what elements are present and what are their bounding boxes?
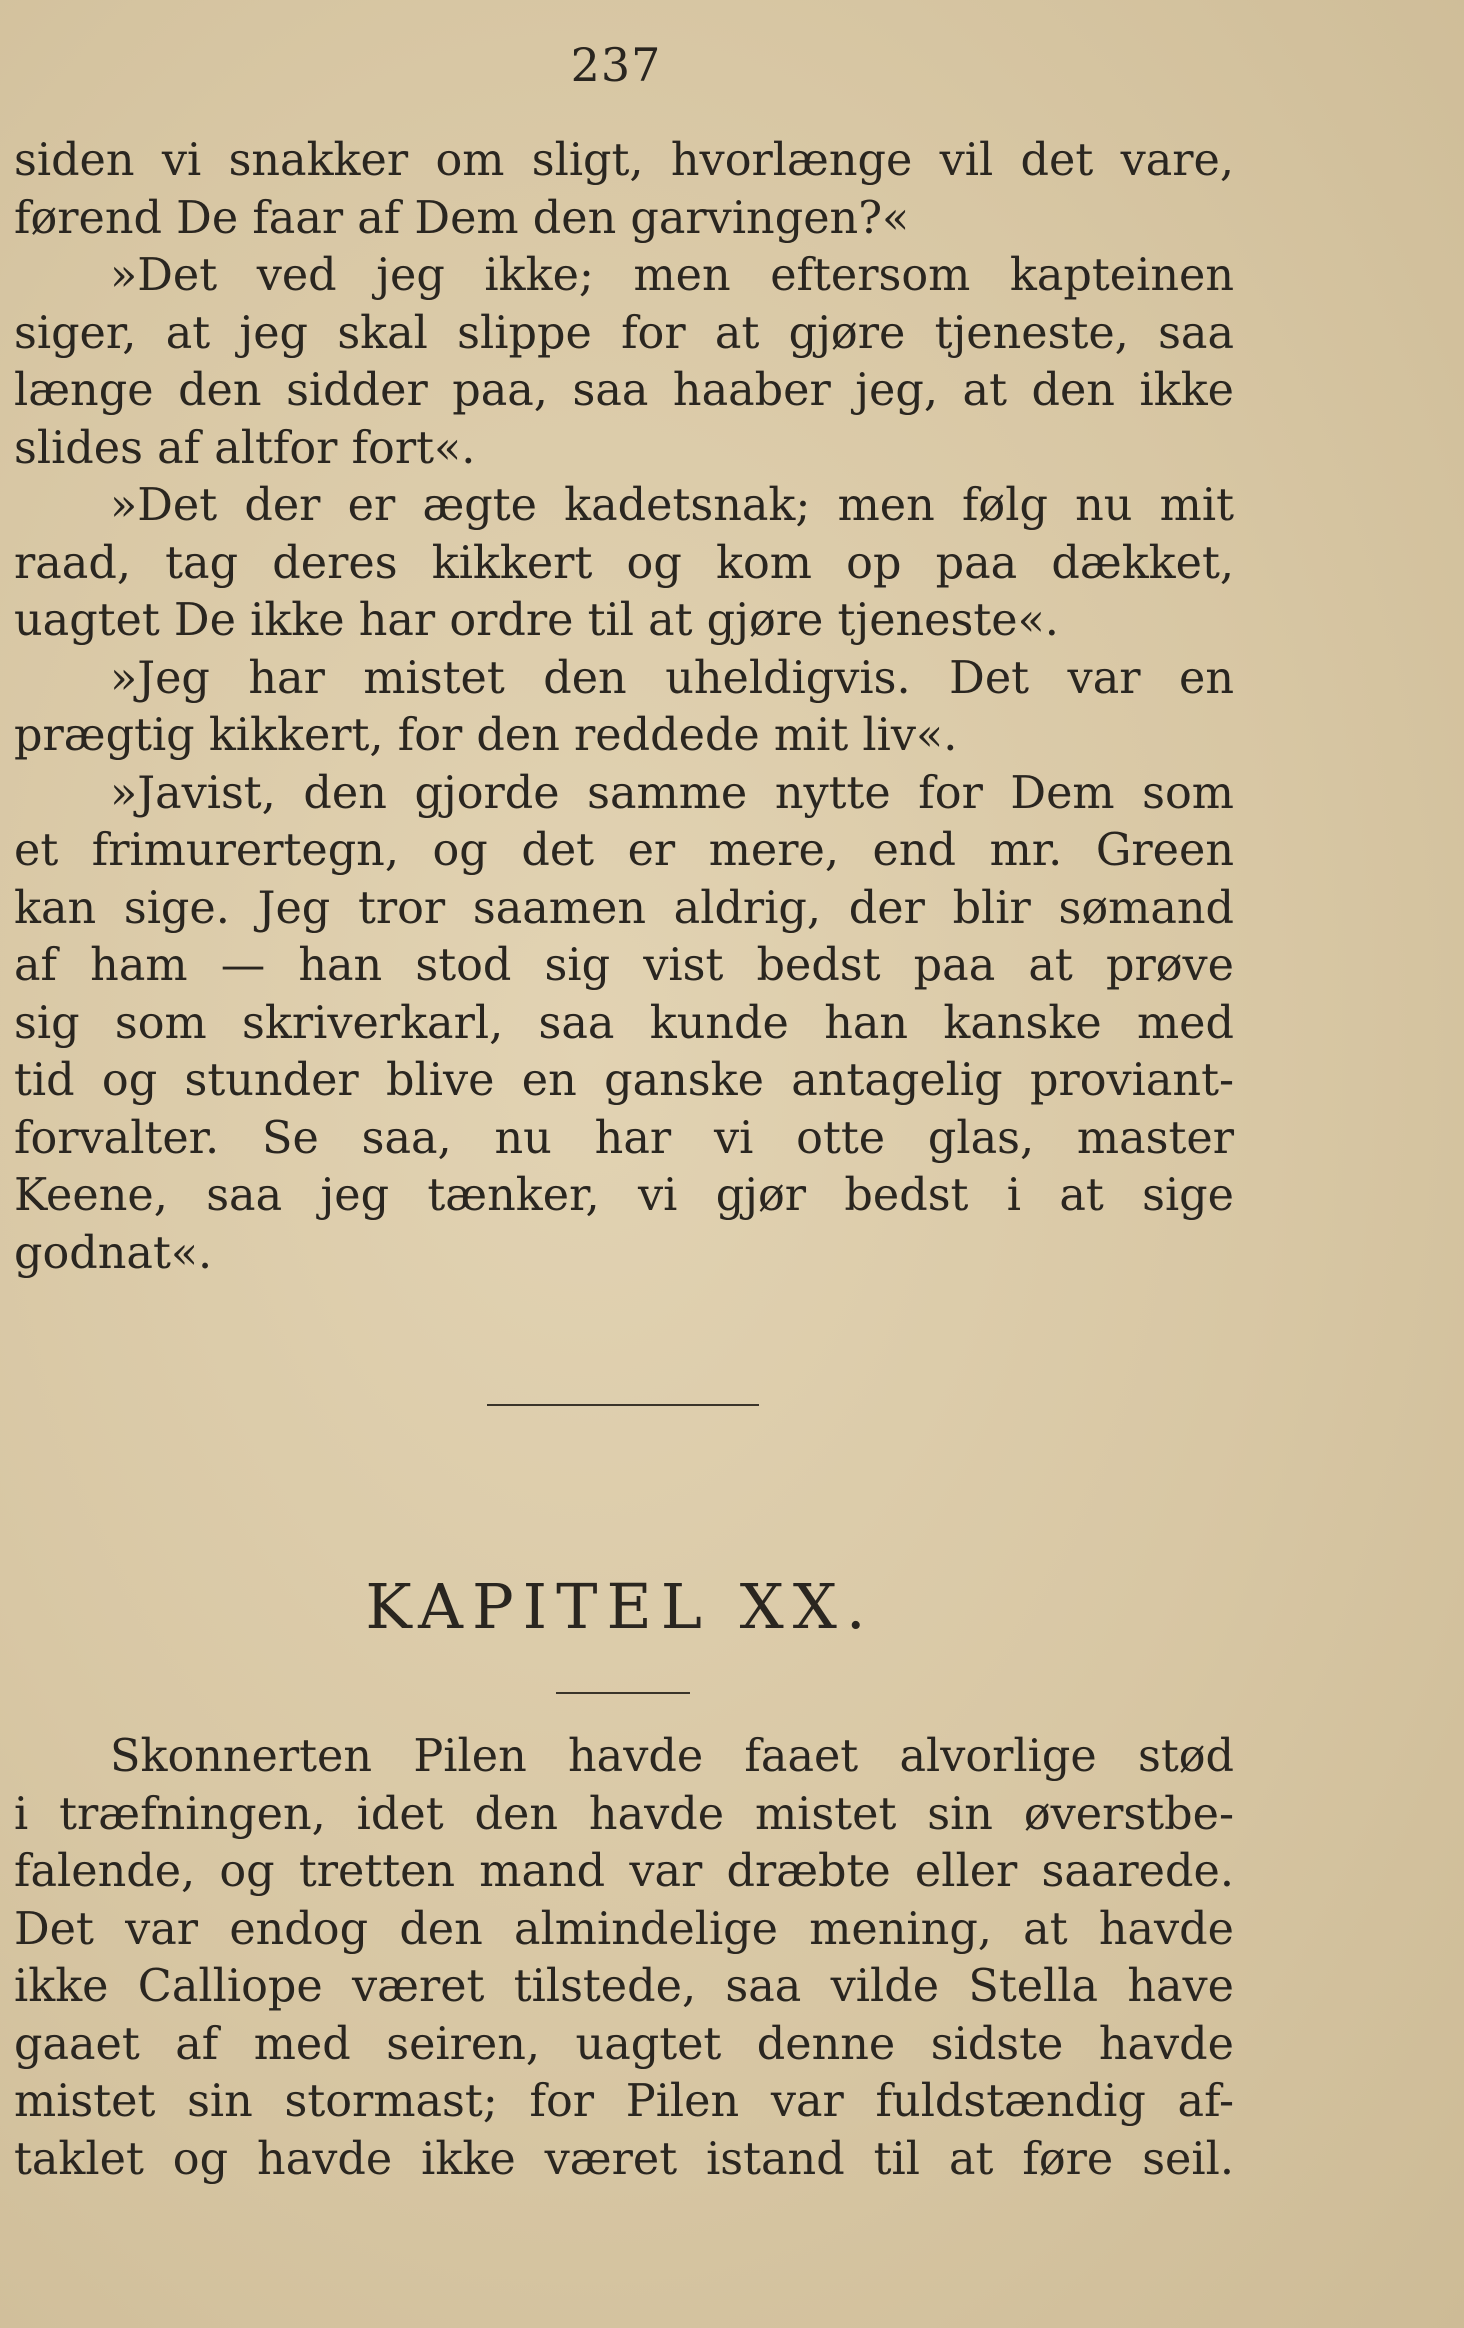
- text-line: Skonnerten Pilen havde faaet alvorlige stød: [110, 1731, 1234, 1782]
- text-line: raad, tag deres kikkert og kom op paa dækket,: [14, 537, 1234, 589]
- text-line: kan sige. Jeg tror saamen aldrig, der blir sømand: [14, 882, 1234, 934]
- text-line: slides af altfor fort«.: [14, 422, 476, 474]
- text-line: »Det der er ægte kadetsnak; men følg nu mit: [110, 480, 1234, 531]
- text-line: gaaet af med seiren, uagtet denne sidste havde: [14, 2018, 1234, 2070]
- text-line: falende, og tretten mand var dræbte eller saarede.: [14, 1846, 1234, 1897]
- text-line: et frimurertegn, og det er mere, end mr. Green: [14, 825, 1234, 876]
- text-line: taklet og havde ikke været istand til at føre seil.: [14, 2133, 1234, 2185]
- page-number: 237: [570, 38, 662, 92]
- heading-underline: [556, 1692, 690, 1694]
- text-line: mistet sin stormast; for Pilen var fuldstændig af-: [14, 2076, 1234, 2127]
- text-line: førend De faar af Dem den garvingen?«: [14, 192, 910, 244]
- text-line: ikke Calliope været tilstede, saa vilde Stella have: [14, 1961, 1234, 2012]
- text-line: længe den sidder paa, saa haaber jeg, at den ikke: [14, 365, 1234, 416]
- text-line: forvalter. Se saa, nu har vi otte glas, master: [14, 1112, 1234, 1164]
- text-line: siger, at jeg skal slippe for at gjøre tjeneste, saa: [14, 307, 1234, 359]
- text-line: »Det ved jeg ikke; men eftersom kapteinen: [110, 250, 1234, 301]
- text-line: uagtet De ikke har ordre til at gjøre tjeneste«.: [14, 595, 1059, 646]
- text-line: »Jeg har mistet den uheldigvis. Det var en: [110, 652, 1234, 704]
- chapter-heading: KAPITEL XX.: [365, 1570, 875, 1643]
- text-line: tid og stunder blive en ganske antagelig proviant-: [14, 1055, 1234, 1106]
- section-divider: [487, 1404, 759, 1406]
- text-line: »Javist, den gjorde samme nytte for Dem som: [110, 767, 1234, 819]
- text-line: Det var endog den almindelige mening, at havde: [14, 1903, 1234, 1955]
- text-line: af ham — han stod sig vist bedst paa at prøve: [14, 940, 1234, 991]
- text-block-bottom: [14, 1728, 1234, 2188]
- text-block-top: [14, 132, 1234, 1282]
- text-line: godnat«.: [14, 1227, 213, 1279]
- text-line: i træfningen, idet den havde mistet sin øverstbe-: [14, 1788, 1234, 1840]
- text-line: sig som skriverkarl, saa kunde han kanske med: [14, 997, 1234, 1049]
- text-line: prægtig kikkert, for den reddede mit liv«.: [14, 710, 958, 761]
- text-line: Keene, saa jeg tænker, vi gjør bedst i at sige: [14, 1170, 1234, 1221]
- text-line: siden vi snakker om sligt, hvorlænge vil det vare,: [14, 135, 1234, 186]
